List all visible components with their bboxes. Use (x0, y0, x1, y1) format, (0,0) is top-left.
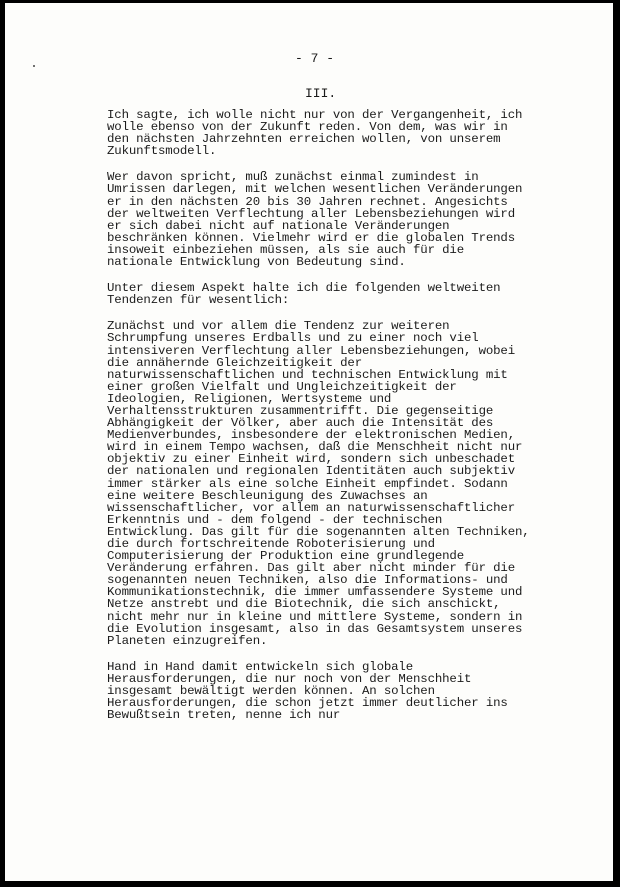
text-line: Umrissen darlegen, mit welchen wesentlichen Veränderungen (107, 182, 523, 197)
text-line: der weltweiten Verflechtung aller Lebensbeziehungen wird (107, 206, 515, 221)
text-line: die annähernde Gleichzeitigkeit der (107, 355, 362, 370)
text-line: der nationalen und regionalen Identitäten auch subjektiv (107, 464, 515, 479)
text-line: er in den nächsten 20 bis 30 Jahren rechnet. Angesichts (107, 194, 508, 209)
text-line: Unter diesem Aspekt halte ich die folgenden weltweiten (107, 281, 501, 296)
text-line: die Evolution insgesamt, also in das Gesamtsystem unseres (107, 621, 523, 636)
text-line: Ideologien, Religionen, Wertsysteme und (107, 391, 392, 406)
paragraph (107, 320, 607, 647)
text-line: Ich sagte, ich wolle nicht nur von der Vergangenheit, ich (107, 108, 523, 122)
text-line: den nächsten Jahrzehnten erreichen wollen, von unserem (107, 132, 501, 147)
text-line: wolle ebenso von der Zukunft reden. Von dem, was wir in (107, 120, 508, 135)
paragraph (107, 661, 607, 721)
text-line: Hand in Hand damit entwickeln sich globale (107, 659, 413, 674)
text-line: intensiveren Verflechtung aller Lebensbeziehungen, wobei (107, 343, 515, 358)
text-line: Planeten einzugreifen. (107, 633, 268, 648)
text-line: objektiv zu einer Einheit wird, sondern sich unbeschadet (107, 452, 515, 467)
text-line: Abhängigkeit der Völker, aber auch die Intensität des (107, 416, 494, 431)
text-line: einer großen Vielfalt und Ungleichzeitigkeit der (107, 379, 457, 394)
text-line: Schrumpfung unseres Erdballs und zu einer noch viel (107, 331, 479, 346)
text-line: wird in einem Tempo wachsen, daß die Menschheit nicht nur (107, 440, 523, 455)
text-line: beschränken können. Vielmehr wird er die globalen Trends (107, 230, 515, 245)
paragraph (107, 109, 607, 157)
paragraph (107, 171, 607, 268)
body-text (107, 109, 607, 735)
text-line: Netze anstrebt und die Biotechnik, die sich anschickt, (107, 597, 501, 612)
text-line: wissenschaftlicher, vor allem an naturwissenschaftlicher (107, 500, 515, 515)
text-line: Wer davon spricht, muß zunächst einmal zumindest in (107, 170, 479, 185)
text-line: nicht mehr nur in kleine und mittlere Systeme, sondern in (107, 609, 523, 624)
text-line: naturwissenschaftlichen und technischen Entwicklung mit (107, 367, 508, 382)
text-line: Entwicklung. Das gilt für die sogenannten alten Techniken, (107, 524, 530, 539)
text-line: Kommunikationstechnik, die immer umfassendere Systeme und (107, 585, 523, 600)
text-line: er sich dabei nicht auf nationale Veränderungen (107, 218, 450, 233)
text-line: insoweit einbeziehen müssen, als sie auch für die (107, 242, 464, 257)
text-line: Tendenzen für wesentlich: (107, 293, 290, 308)
document-page (5, 3, 613, 881)
text-line: Herausforderungen, die schon jetzt immer deutlicher ins (107, 696, 508, 711)
text-line: Bewußtsein treten, nenne ich nur (107, 708, 341, 723)
text-line: Veränderung erfahren. Das gilt aber nicht minder für die (107, 561, 515, 576)
text-line: Zunächst und vor allem die Tendenz zur weiteren (107, 319, 450, 334)
text-line: nationale Entwicklung von Bedeutung sind. (107, 255, 406, 270)
text-line: Erkenntnis und - dem folgend - der technischen (107, 512, 443, 527)
text-line: Computerisierung der Produktion eine grundlegende (107, 549, 464, 564)
paragraph (107, 282, 607, 306)
text-line: Zukunftsmodell. (107, 144, 217, 159)
text-line: sogenannten neuen Techniken, also die Informations- und (107, 573, 508, 588)
text-line: insgesamt bewältigt werden können. An solchen (107, 684, 435, 699)
text-line: die durch fortschreitende Roboterisierung und (107, 537, 435, 551)
text-line: eine weitere Beschleunigung des Zuwachses an (107, 488, 428, 503)
section-heading: III. (305, 86, 337, 101)
text-line: Herausforderungen, die nur noch von der Menschheit (107, 671, 472, 686)
text-line: Medienverbundes, insbesondere der elektronischen Medien, (107, 428, 515, 443)
scan-speck (33, 65, 35, 67)
text-line: immer stärker als eine solche Einheit empfindet. Sodann (107, 476, 508, 491)
page-number: - 7 - (295, 51, 335, 66)
text-line: Verhaltensstrukturen zusammentrifft. Die gegenseitige (107, 403, 494, 418)
